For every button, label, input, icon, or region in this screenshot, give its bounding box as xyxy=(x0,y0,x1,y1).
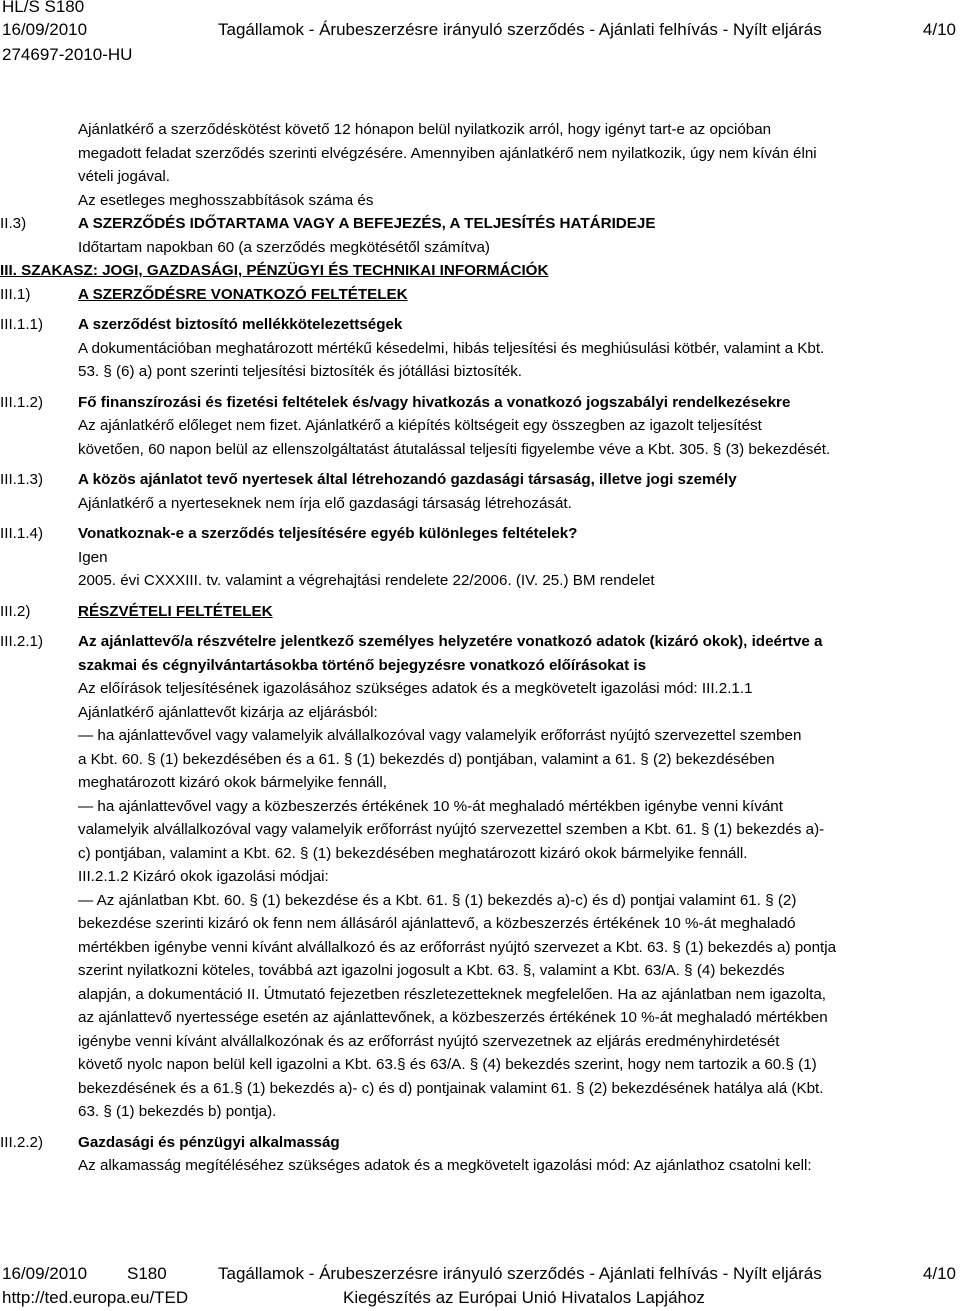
header-date: 16/09/2010 xyxy=(2,20,88,39)
section-text: — Az ajánlatban Kbt. 60. § (1) bekezdése és a Kbt. 61. § (1) bekezdés a)-c) és d) pontjai valamint 61. § (2) xyxy=(78,891,797,909)
section-text: meghatározott kizáró okok bármelyike fennáll, xyxy=(78,774,387,791)
section-text: — ha ajánlattevővel vagy a közbeszerzés értékének 10 %-át meghaladó mértékben igénybe venni kívánt xyxy=(78,797,783,815)
section-iii-heading: III. SZAKASZ: JOGI, GAZDASÁGI, PÉNZÜGYI ÉS TECHNIKAI INFORMÁCIÓK xyxy=(0,262,549,279)
footer-page-number: 4/10 xyxy=(922,1264,956,1283)
section-text: A dokumentációban meghatározott mértékű késedelmi, hibás teljesítési és meghiúsulási kötbér, valamint a Kbt. xyxy=(78,339,825,357)
section-iii-1-4 xyxy=(0,522,960,593)
section-number: III.1.3) xyxy=(0,471,44,488)
header-page-number: 4/10 xyxy=(922,20,956,39)
section-text: igénybe venni kívánt alvállalkozónak és az erőforrást nyújtó szervezetnek az eljárás eredményhirdetését xyxy=(78,1032,780,1050)
footer-title: Tagállamok - Árubeszerzésre irányuló szerződés - Ajánlati felhívás - Nyílt eljárás xyxy=(218,1264,822,1283)
section-iii-1-1 xyxy=(0,313,960,384)
section-text: bekezdése szerinti kizáró ok fenn nem állásáról ajánlattevő, a közbeszerzés értékének 10 %-át meghaladó xyxy=(78,915,796,932)
section-heading: szakmai és cégnyilvántartásokba történő bejegyzésre vonatkozó előírásokat is xyxy=(78,656,647,674)
footer-journal: Kiegészítés az Európai Unió Hivatalos Lapjához xyxy=(343,1288,705,1307)
section-number: II.3) xyxy=(0,215,27,232)
section-text: Az ajánlatkérő előleget nem fizet. Ajánlatkérő a kiépítés költségeit egy összegben az igazolt teljesítést xyxy=(78,417,762,434)
section-iii-2 xyxy=(0,600,960,624)
section-text: Ajánlatkérő ajánlattevőt kizárja az eljárásból: xyxy=(78,703,378,721)
section-text: a Kbt. 60. § (1) bekezdésében és a 61. § (1) bekezdés d) pontjában, valamint a 61. § (2) bekezdésében xyxy=(78,750,775,768)
section-heading: A SZERZŐDÉSRE VONATKOZÓ FELTÉTELEK xyxy=(78,285,408,303)
footer-url[interactable]: http://ted.europa.eu/TED xyxy=(2,1288,189,1307)
section-text: követően, 60 napon belül az ellenszolgáltatást átutalással teljesíti figyelembe véve a Kbt. 305. § (3) bekezdését. xyxy=(78,440,831,458)
section-text: az ajánlattevő nyertessége esetén az ajánlattevőnek, a közbeszerzés értékének 10 %-át meghaladó mértékben xyxy=(78,1009,828,1026)
intro-line: megadott feladat szerződés szerinti elvégzésére. Amennyiben ajánlatkérő nem nyilatkozik, úgy nem kíván élni xyxy=(78,144,817,162)
section-ii-3 xyxy=(0,212,960,259)
document-body xyxy=(0,118,960,1178)
header-notice-id: 274697-2010-HU xyxy=(2,45,133,64)
section-iii-2-1 xyxy=(0,630,960,1124)
section-text: valamelyik alvállalkozóval vagy valamelyik erőforrást nyújtó szervezettel szemben a Kbt. 61. § (1) bekezdés a)- xyxy=(78,821,825,838)
section-heading: Vonatkoznak-e a szerződés teljesítésére egyéb különleges feltételek? xyxy=(78,525,578,542)
section-iii-1 xyxy=(0,283,960,307)
section-number: III.1.2) xyxy=(0,393,44,411)
section-text: 63. § (1) bekezdés b) pontja). xyxy=(78,1103,277,1120)
section-text: III.2.1.2 Kizáró okok igazolási módjai: xyxy=(78,868,329,885)
intro-line: vételi jogával. xyxy=(78,168,171,185)
section-text: szerint nyilatkozni köteles, továbbá azt igazolni jogosult a Kbt. 63. §, valamint a Kbt. 63/A. § (4) bekezdés xyxy=(78,962,785,979)
header-title: Tagállamok - Árubeszerzésre irányuló szerződés - Ajánlati felhívás - Nyílt eljárás xyxy=(218,20,822,39)
section-number: III.2) xyxy=(0,602,31,620)
header-series: HL/S S180 xyxy=(2,0,85,16)
section-text: Időtartam napokban 60 (a szerződés megkötésétől számítva) xyxy=(78,238,490,256)
intro-line: Ajánlatkérő a szerződéskötést követő 12 hónapon belül nyilatkozik arról, hogy igényt tart-e az opcióban xyxy=(78,121,772,138)
section-number: III.2.1) xyxy=(0,633,44,650)
footer-date: 16/09/2010 xyxy=(2,1264,88,1283)
section-text: Az előírások teljesítésének igazolásához szükséges adatok és a megkövetelt igazolási mód: III.2.1.1 xyxy=(78,680,753,697)
section-number: III.2.2) xyxy=(0,1133,44,1151)
section-text: c) pontjában, valamint a Kbt. 62. § (1) bekezdésében meghatározott kizáró okok bármelyike fennáll. xyxy=(78,844,748,862)
section-heading: A SZERZŐDÉS IDŐTARTAMA VAGY A BEFEJEZÉS, A TELJESÍTÉS HATÁRIDEJE xyxy=(78,215,656,232)
section-heading: A közös ajánlatot tevő nyertesek által létrehozandó gazdasági társaság, illetve jogi személy xyxy=(78,471,737,488)
section-text: 2005. évi CXXXIII. tv. valamint a végrehajtási rendelete 22/2006. (IV. 25.) BM rendelet xyxy=(78,572,655,589)
section-number: III.1) xyxy=(0,285,31,303)
section-heading: Az ajánlattevő/a részvételre jelentkező személyes helyzetére vonatkozó adatok (kizáró okok), ideértve a xyxy=(78,633,823,650)
section-number: III.1.1) xyxy=(0,316,44,333)
section-heading: Gazdasági és pénzügyi alkalmasság xyxy=(78,1133,340,1151)
section-number: III.1.4) xyxy=(0,525,44,542)
section-iii-2-2 xyxy=(0,1131,960,1178)
section-text: — ha ajánlattevővel vagy valamelyik alvállalkozóval vagy valamelyik erőforrást nyújtó szervezettel szemben xyxy=(78,727,802,744)
intro-line: Az esetleges meghosszabbítások száma és xyxy=(78,191,374,209)
section-text: alapján, a dokumentáció II. Útmutató fejezetben részletezetteknek megfelelően. Ha az ajánlatban nem igazolta, xyxy=(78,985,827,1003)
section-heading: RÉSZVÉTELI FELTÉTELEK xyxy=(78,602,273,620)
section-iii-1-2 xyxy=(0,391,960,462)
section-text: követő nyolc napon belül kell igazolni a Kbt. 63.§ és 63/A. § (4) bekezdés szerint, hogy nem tartozik a 60.§ (1) xyxy=(78,1056,817,1073)
section-text: 53. § (6) a) pont szerinti teljesítési biztosíték és jótállási biztosíték. xyxy=(78,363,523,380)
section-heading: Fő finanszírozási és fizetési feltételek és/vagy hivatkozás a vonatkozó jogszabályi rendelkezésekre xyxy=(78,393,791,411)
section-text: Ajánlatkérő a nyerteseknek nem írja elő gazdasági társaság létrehozását. xyxy=(78,494,572,512)
section-text: bekezdésének és a 61.§ (1) bekezdés a)- c) és d) pontjainak valamint 61. § (2) bekezdésének hatálya alá (Kbt. xyxy=(78,1079,824,1097)
section-iii-1-3 xyxy=(0,468,960,515)
section-text: Igen xyxy=(78,548,108,566)
section-text: Az alkamasság megítéléséhez szükséges adatok és a megkövetelt igazolási mód: Az ajánlathoz csatolni kell: xyxy=(78,1157,812,1174)
intro-block xyxy=(0,118,960,212)
section-text: mértékben igénybe venni kívánt alvállalkozó és az erőforrást nyújtó szervezet a Kbt. 63. § (1) bekezdés a) pontja xyxy=(78,938,837,956)
footer-series: S180 xyxy=(127,1264,167,1283)
section-heading: A szerződést biztosító mellékkötelezettségek xyxy=(78,316,403,333)
